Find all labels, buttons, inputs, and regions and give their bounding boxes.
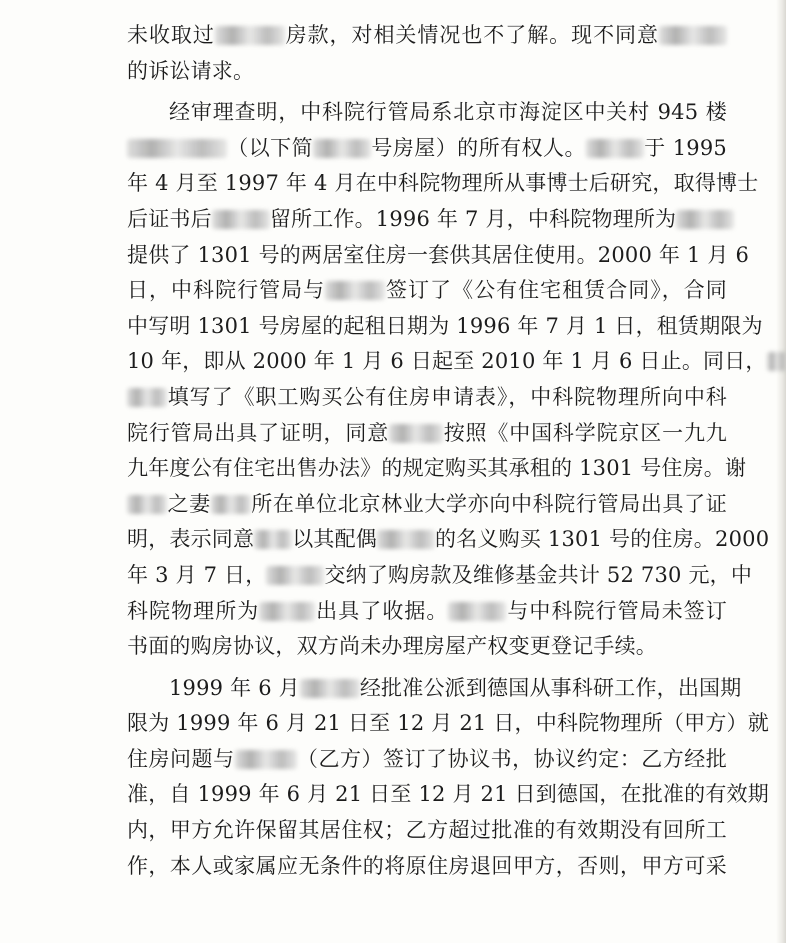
text-line: 的诉讼请求。: [127, 58, 255, 83]
redacted-name: [127, 388, 167, 407]
text-line: 明，表示同意 以其配偶 的名义购买 1301 号的住房。2000: [127, 527, 770, 552]
redacted-name: [767, 352, 786, 371]
text-line: 提供了 1301 号的两居室住房一套供其居住使用。2000 年 1 月 6: [127, 242, 750, 267]
text-line: 10 年，即从 2000 年 1 月 6 日起至 2010 年 1 月 6 日止。同日，: [127, 344, 727, 380]
redacted-name: [127, 495, 167, 514]
redacted-name: [266, 566, 324, 585]
redacted-name: [215, 26, 285, 45]
text-line: 之妻 所在单位北京林业大学亦向中科院行管局出具了证: [127, 487, 727, 523]
redacted-name: [377, 530, 435, 549]
text-line: 经审理查明，中科院行管局系北京市海淀区中关村 945 楼: [169, 100, 727, 125]
text-line: 填写了《职工购买公有住房申请表》，中科院物理所向中科: [127, 380, 727, 416]
document-body: [127, 18, 770, 884]
redacted-address: [127, 139, 227, 158]
redacted-name: [211, 495, 251, 514]
redacted-name: [212, 210, 270, 229]
redacted-name: [586, 139, 644, 158]
redacted-name: [300, 679, 360, 698]
text-line: 准，自 1999 年 6 月 21 日至 12 月 21 日到德国，在批准的有效期: [127, 782, 769, 807]
text-line: 科院物理所为 出具了收据。 与中科院行管局未签订: [127, 598, 728, 623]
text-line: 书面的购房协议，双方尚未办理房屋产权变更登记手续。: [127, 634, 657, 659]
text-line: 住房问题与 （乙方）签订了协议书，协议约定：乙方经批: [127, 746, 728, 771]
text-line: 作，本人或家属应无条件的将原住房退回甲方，否则，甲方可采: [127, 853, 727, 878]
text-line: 院行管局出具了证明，同意 按照《中国科学院京区一九九: [127, 420, 727, 445]
text-line: 内，甲方允许保留其居住权；乙方超过批准的有效期没有回所工: [127, 818, 727, 843]
text-line: 年 3 月 7 日， 交纳了购房款及维修基金共计 52 730 元，中: [127, 562, 753, 587]
text-line: 限为 1999 年 6 月 21 日至 12 月 21 日，中科院物理所（甲方）就: [127, 711, 769, 736]
text-line: 九年度公有住宅出售办法》的规定购买其承租的 1301 号住房。谢: [127, 456, 747, 481]
text-line: （以下简 号房屋）的所有权人。 于 1995: [127, 131, 727, 167]
text-line: 中写明 1301 号房屋的起租日期为 1996 年 7 月 1 日，租赁期限为: [127, 313, 763, 338]
redacted-name: [254, 530, 292, 549]
redacted-name: [325, 281, 385, 300]
redacted-name: [659, 26, 727, 45]
redacted-name: [676, 210, 734, 229]
text-line: 日，中科院行管局与 签订了《公有住宅租赁合同》，合同: [127, 278, 727, 303]
text-line: 后证书后 留所工作。1996 年 7 月，中科院物理所为: [127, 202, 727, 238]
redacted-name: [389, 424, 443, 443]
redacted-name: [448, 602, 506, 621]
page-edge-shadow: [776, 0, 786, 943]
text-line: 年 4 月至 1997 年 4 月在中科院物理所从事博士后研究，取得博士: [127, 171, 759, 196]
redacted-name: [235, 750, 297, 769]
redacted-text: [313, 139, 371, 158]
redacted-name: [259, 602, 315, 621]
text-line: 1999 年 6 月 经批准公派到德国从事科研工作，出国期: [169, 675, 742, 700]
text-line: 未收取过 房款，对相关情况也不了解。现不同意: [127, 18, 727, 54]
